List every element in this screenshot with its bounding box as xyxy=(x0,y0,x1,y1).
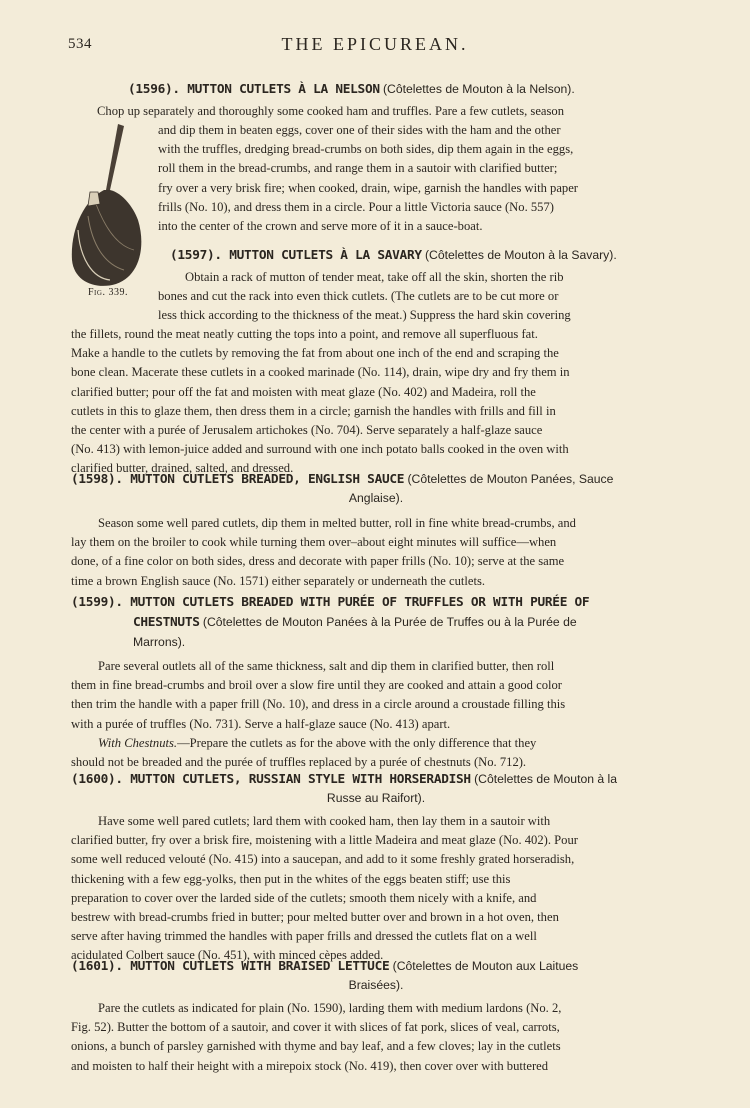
recipe-1598: (1598). MUTTON CUTLETS BREADED, ENGLISH SAUCE (Côtelettes de Mouton Panées, Sauce Anglaise). Season some well pared cutlets, dip them in melted butter, roll in fine white bread-crumbs, and lay them on the broiler to cook while turning them over–about eight minutes will suffice—when done, of a fine color on both sides, dress and decorate with paper frills (No. 10); serve at the same time a brown English sauce (No. 1571) either separately or underneath the cutlets. xyxy=(71,469,681,591)
recipe-1600: (1600). MUTTON CUTLETS, RUSSIAN STYLE WITH HORSERADISH (Côtelettes de Mouton à la Russe au Raifort). Have some well pared cutlets; lard them with cooked ham, then lay them in a sautoir with clarified butter, fry over a brisk fire, moistening with a little Madeira and meat glaze (No. 402). Pour some well reduced velouté (No. 415) into a saucepan, and add to it some freshly grated horseradish, thickening with a few egg-yolks, then put in the whites of the eggs beaten stiff; use this preparation to cover over the larded side of the cutlets; smooth them nicely with a knife, and bestrew with bread-crumbs fried in butter; pour melted butter over and brown in a hot oven, then serve after having trimmed the handles with paper frills and dressed the cutlets flat on a well acidulated Colbert sauce (No. 451), with minced cèpes added. xyxy=(71,769,681,966)
recipe-1599: (1599). MUTTON CUTLETS BREADED WITH PURÉE OF TRUFFLES OR WITH PURÉE OF CHESTNUTS (Côtelettes de Mouton Panées à la Purée de Truffes ou à la Purée de Marrons). Pare several outlets all of the same thickness, salt and dip them in clarified butter, then roll them in fine bread-crumbs and broil over a slow fire until they are cooked and attain a good color then trim the handle with a paper frill (No. 10), and dress in a circle around a croustade filling this with a purée of truffles (No. 731). Serve a half-glaze sauce (No. 413) apart. With Chestnuts.—Prepare the cutlets as for the above with the only difference that they should not be breaded and the purée of truffles replaced by a purée of chestnuts (No. 712). xyxy=(71,592,681,772)
recipe-1596-line-1: Chop up separately and thoroughly some cooked ham and truffles. Pare a few cutlets, season xyxy=(97,104,565,118)
recipe-heading: (1600). MUTTON CUTLETS, RUSSIAN STYLE WITH HORSERADISH (Côtelettes de Mouton à la Russe au Raifort). xyxy=(71,772,618,805)
running-header xyxy=(68,34,682,58)
recipe-1601: (1601). MUTTON CUTLETS WITH BRAISED LETTUCE (Côtelettes de Mouton aux Laitues Braisées). Pare the cutlets as indicated for plain (No. 1590), larding them with medium lardons (No. 2, Fig. 52). Butter the bottom of a sautoir, and cover it with slices of fat pork, slices of veal, carrots, onions, a bunch of parsley garnished with thyme and bay leaf, and a few cloves; lay in the cutlets and moisten to half their height with a mirepoix stock (No. 419), then cover over with buttered xyxy=(71,956,681,1076)
recipe-heading: (1596). MUTTON CUTLETS À LA NELSON (Côtelettes de Mouton à la Nelson). xyxy=(128,82,575,97)
running-title: THE EPICUREAN. xyxy=(281,34,469,54)
recipe-1597-heading: (1597). MUTTON CUTLETS À LA SAVARY (Côtelettes de Mouton à la Savary). xyxy=(170,248,617,263)
figure-caption: Fig. 339. xyxy=(88,287,128,298)
recipe-heading: (1601). MUTTON CUTLETS WITH BRAISED LETTUCE (Côtelettes de Mouton aux Laitues Braisées). xyxy=(71,959,579,992)
recipe-heading: (1599). MUTTON CUTLETS BREADED WITH PURÉE OF TRUFFLES OR WITH PURÉE OF CHESTNUTS (Côtelettes de Mouton Panées à la Purée de Truffes ou à la Purée de Marrons). xyxy=(71,595,590,649)
recipe-1597-intro: Obtain a rack of mutton of tender meat, take off all the skin, shorten the rib bones and cut the rack into even thick cutlets. (The cutlets are to be cut more or less thick according to the thickness of the meat.) Suppress the hard skin covering xyxy=(158,270,571,323)
cutlet-illustration xyxy=(66,120,148,292)
page-number: 534 xyxy=(68,36,92,52)
recipe-heading: (1598). MUTTON CUTLETS BREADED, ENGLISH SAUCE (Côtelettes de Mouton Panées, Sauce Anglaise). xyxy=(71,472,614,505)
recipe-1596 xyxy=(71,79,681,99)
recipe-1596-body: and dip them in beaten eggs, cover one of their sides with the ham and the other with the truffles, dredging bread-crumbs on both sides, dip them again in the eggs, roll them in the bread-crumbs, and range them in a sautoir with clarified butter; fry over a very brisk fire; when cooked, drain, wipe, garnish the handles with paper frills (No. 10), and dress them in a circle. Pour a little Victoria sauce (No. 557) into the center of the crown and serve more of it in a sauce-boat. xyxy=(158,123,579,234)
recipe-1597-body: the fillets, round the meat neatly cutting the tops into a point, and remove all superfluous fat. Make a handle to the cutlets by removing the fat from about one inch of the end and scraping the bone clean. Macerate these cutlets in a cooked marinade (No. 114), drain, wipe dry and fry them in clarified butter; pour off the fat and moisten with meat glaze (No. 402) and Madeira, roll the cutlets in this to glaze them, then dress them in a circle; garnish the handles with frills and fill in the center with a purée of Jerusalem artichokes (No. 704). Serve separately a half-glaze sauce (No. 413) with lemon-juice added and surround with one inch potato balls cooked in the oven with clarified butter, drained, salted, and dressed. xyxy=(71,327,570,476)
chestnut-variant: With Chestnuts.—Prepare the cutlets as for the above with the only difference that they xyxy=(98,735,537,750)
